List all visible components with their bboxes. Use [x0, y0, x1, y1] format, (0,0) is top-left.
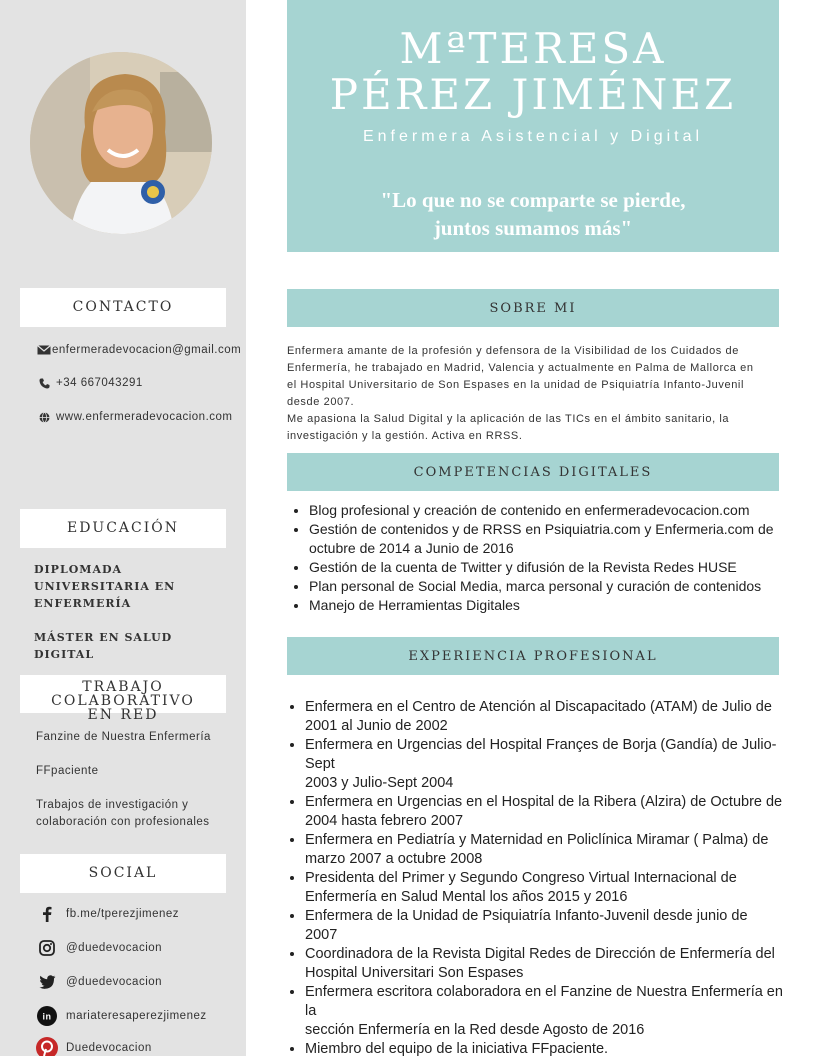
twitter-icon[interactable]	[36, 971, 58, 993]
facebook-icon[interactable]	[36, 903, 58, 925]
contact-email-row	[36, 342, 241, 358]
social-instagram[interactable]: @duedevocacion	[66, 942, 163, 954]
education-degree-2: MÁSTER EN SALUD DIGITAL	[34, 631, 173, 661]
collab-item-ffpaciente: FFpaciente	[36, 765, 99, 777]
experience-heading: EXPERIENCIA PROFESIONAL	[287, 637, 779, 675]
globe-icon	[36, 409, 52, 425]
skills-heading: COMPETENCIAS DIGITALES	[287, 453, 779, 491]
social-facebook-row	[36, 903, 179, 925]
contact-phone[interactable]: +34 667043291	[56, 377, 143, 389]
phone-icon	[36, 375, 52, 391]
collab-heading: TRABAJO COLABORATIVO EN RED	[20, 675, 226, 713]
experience-list	[283, 698, 783, 1056]
skills-item: • Gestión de la cuenta de Twitter y difusión de la Revista Redes HUSE	[309, 558, 787, 577]
skills-item: • Blog profesional y creación de contenido en enfermeradevocacion.com	[309, 501, 787, 520]
experience-item: • Coordinadora de la Revista Digital Redes de Dirección de Enfermería del Hospital Universitari Son Espases	[305, 945, 783, 983]
skills-item: • Gestión de contenidos y de RRSS en Psiquiatria.com y Enfermeria.com de octubre de 2014 a Junio de 2016	[309, 520, 787, 558]
experience-item: • Enfermera en Pediatría y Maternidad en Policlínica Miramar ( Palma) de marzo 2007 a octubre 2008	[305, 831, 783, 869]
contact-web[interactable]: www.enfermeradevocacion.com	[56, 411, 233, 423]
envelope-icon	[36, 342, 52, 358]
collab-item-fanzine: Fanzine de Nuestra Enfermería	[36, 731, 211, 743]
job-title: Enfermera Asistencial y Digital	[362, 128, 704, 145]
social-heading: SOCIAL	[20, 854, 226, 893]
name-line-1: MªTERESA	[399, 24, 667, 73]
skills-item: • Manejo de Herramientas Digitales	[309, 596, 787, 615]
name-line-2: PÉREZ JIMÉNEZ	[329, 70, 737, 119]
education-degree-1: DIPLOMADA UNIVERSITARIA EN ENFERMERÍA	[34, 563, 176, 610]
instagram-icon[interactable]	[36, 937, 58, 959]
social-linkedin-row	[36, 1005, 207, 1027]
experience-item: • Enfermera en el Centro de Atención al Discapacitado (ATAM) de Julio de 2001 al Junio de 2002	[305, 698, 783, 736]
contact-phone-row	[36, 375, 143, 391]
social-pinterest[interactable]: Duedevocacion	[66, 1042, 152, 1054]
social-instagram-row	[36, 937, 162, 959]
experience-item: • Miembro del equipo de la iniciativa FFpaciente.	[305, 1040, 783, 1056]
svg-text:in: in	[42, 1011, 52, 1022]
skills-list	[287, 501, 787, 615]
about-text: Enfermera amante de la profesión y defensora de la Visibilidad de los Cuidados de Enfermería, he trabajado en Madrid, Valencia y actualmente en Palma de Mallorca en el Hospital Universitario de Son Espases en la unidad de Psiquiatría Infanto-Juvenil desde 2007. Me apasiona la Salud Digital y la aplicación de las TICs en el ámbito sanitario, la investigación y la gestión. Activa en RRSS.	[287, 345, 754, 442]
experience-item: • Enfermera escritora colaboradora en el Fanzine de Nuestra Enfermería en la sección Enfermería en la Red desde Agosto de 2016	[305, 983, 783, 1040]
experience-item: • Presidenta del Primer y Segundo Congreso Virtual Internacional de Enfermería en Salud Mental los años 2015 y 2016	[305, 869, 783, 907]
linkedin-icon[interactable]	[36, 1005, 58, 1027]
quote: "Lo que no se comparte se pierde, juntos sumamos más"	[380, 188, 686, 240]
collab-item-research: Trabajos de investigación y colaboración con profesionales	[36, 799, 210, 828]
social-linkedin[interactable]: mariateresaperezjimenez	[66, 1010, 207, 1022]
skills-item: • Plan personal de Social Media, marca personal y curación de contenidos	[309, 577, 787, 596]
header-banner	[287, 0, 779, 252]
experience-item: • Enfermera de la Unidad de Psiquiatría Infanto-Juvenil desde junio de 2007	[305, 907, 783, 945]
social-twitter[interactable]: @duedevocacion	[66, 976, 163, 988]
contact-web-row	[36, 409, 233, 425]
contact-heading: CONTACTO	[20, 288, 226, 327]
pinterest-icon[interactable]	[36, 1037, 58, 1056]
social-facebook[interactable]: fb.me/tperezjimenez	[66, 908, 180, 920]
experience-item: • Enfermera en Urgencias en el Hospital de la Ribera (Alzira) de Octubre de 2004 hasta febrero 2007	[305, 793, 783, 831]
about-heading: SOBRE MI	[287, 289, 779, 327]
social-twitter-row	[36, 971, 162, 993]
contact-email[interactable]: enfermeradevocacion@gmail.com	[52, 344, 242, 356]
experience-item: • Enfermera en Urgencias del Hospital Françes de Borja (Gandía) de Julio-Sept 2003 y Julio-Sept 2004	[305, 736, 783, 793]
profile-photo	[30, 52, 212, 234]
sidebar	[0, 0, 246, 1056]
social-pinterest-row	[36, 1037, 152, 1056]
education-heading: EDUCACIÓN	[20, 509, 226, 548]
